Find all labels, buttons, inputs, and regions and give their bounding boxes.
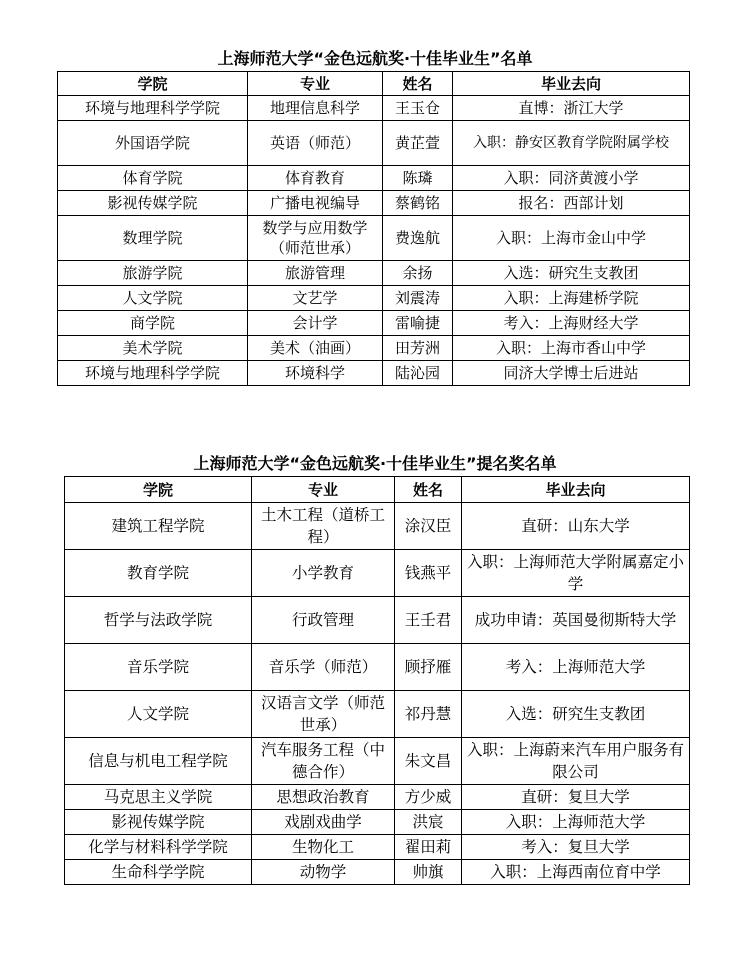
table-row [58, 96, 690, 121]
cell-name: 洪宸 [395, 810, 462, 835]
cell-name: 翟田莉 [395, 835, 462, 860]
cell-destination: 入职：上海市香山中学 [453, 336, 690, 361]
cell-major: 环境科学 [248, 361, 383, 386]
table-row [58, 311, 690, 336]
cell-destination: 入选：研究生支教团 [453, 261, 690, 286]
table-row [65, 835, 690, 860]
cell-name: 钱燕平 [395, 550, 462, 597]
cell-college: 音乐学院 [65, 644, 252, 691]
cell-name: 蔡鹤铭 [383, 191, 453, 216]
cell-destination: 入职：上海师范大学附属嘉定小学 [462, 550, 690, 597]
cell-destination: 入职：同济黄渡小学 [453, 166, 690, 191]
cell-major: 文艺学 [248, 286, 383, 311]
header-name: 姓名 [383, 72, 453, 96]
cell-name: 帅旗 [395, 860, 462, 885]
cell-name: 刘震涛 [383, 286, 453, 311]
cell-major: 思想政治教育 [252, 785, 395, 810]
cell-major: 动物学 [252, 860, 395, 885]
cell-college: 化学与材料科学学院 [65, 835, 252, 860]
cell-name: 费逸航 [383, 216, 453, 261]
cell-destination: 考入：上海财经大学 [453, 311, 690, 336]
cell-college: 影视传媒学院 [58, 191, 248, 216]
cell-college: 外国语学院 [58, 121, 248, 166]
header-college: 学院 [65, 477, 252, 503]
cell-name: 余扬 [383, 261, 453, 286]
cell-destination: 入职：上海市金山中学 [453, 216, 690, 261]
cell-college: 体育学院 [58, 166, 248, 191]
cell-name: 黄芷萱 [383, 121, 453, 166]
table-row [58, 121, 690, 166]
cell-destination: 报名：西部计划 [453, 191, 690, 216]
table-row [65, 738, 690, 785]
cell-name: 陈璘 [383, 166, 453, 191]
table-row [65, 503, 690, 550]
cell-destination: 直博：浙江大学 [453, 96, 690, 121]
cell-destination: 入选：研究生支教团 [462, 691, 690, 738]
table-row [58, 361, 690, 386]
cell-destination: 入职：上海建桥学院 [453, 286, 690, 311]
table-header-row [65, 477, 690, 503]
table1-title: 上海师范大学“金色远航奖·十佳毕业生”名单 [217, 49, 533, 68]
cell-name: 祁丹慧 [395, 691, 462, 738]
cell-major: 美术（油画） [248, 336, 383, 361]
cell-destination: 入职：上海蔚来汽车用户服务有限公司 [462, 738, 690, 785]
cell-name: 顾抒雁 [395, 644, 462, 691]
cell-name: 王壬君 [395, 597, 462, 644]
cell-college: 环境与地理科学学院 [58, 361, 248, 386]
cell-name: 朱文昌 [395, 738, 462, 785]
cell-college: 人文学院 [58, 286, 248, 311]
table-row [65, 860, 690, 885]
cell-college: 信息与机电工程学院 [65, 738, 252, 785]
cell-major: 行政管理 [252, 597, 395, 644]
header-destination: 毕业去向 [462, 477, 690, 503]
cell-college: 美术学院 [58, 336, 248, 361]
cell-name: 涂汉臣 [395, 503, 462, 550]
cell-destination: 考入：上海师范大学 [462, 644, 690, 691]
header-college: 学院 [58, 72, 248, 96]
cell-major: 英语（师范） [248, 121, 383, 166]
cell-major: 数学与应用数学（师范世承） [248, 216, 383, 261]
table-row [65, 597, 690, 644]
awardees-table [57, 71, 690, 386]
table-row [65, 644, 690, 691]
cell-major: 汽车服务工程（中德合作） [252, 738, 395, 785]
cell-major: 广播电视编导 [248, 191, 383, 216]
cell-college: 影视传媒学院 [65, 810, 252, 835]
table-row [58, 261, 690, 286]
table2-title: 上海师范大学“金色远航奖·十佳毕业生”提名奖名单 [193, 454, 557, 473]
table-row [58, 286, 690, 311]
cell-college: 生命科学学院 [65, 860, 252, 885]
cell-college: 商学院 [58, 311, 248, 336]
cell-destination: 成功申请：英国曼彻斯特大学 [462, 597, 690, 644]
cell-major: 土木工程（道桥工程） [252, 503, 395, 550]
cell-name: 雷喻捷 [383, 311, 453, 336]
table-row [58, 191, 690, 216]
table-row [65, 810, 690, 835]
cell-name: 方少威 [395, 785, 462, 810]
cell-destination: 直研：复旦大学 [462, 785, 690, 810]
cell-major: 会计学 [248, 311, 383, 336]
cell-college: 人文学院 [65, 691, 252, 738]
cell-major: 地理信息科学 [248, 96, 383, 121]
cell-college: 哲学与法政学院 [65, 597, 252, 644]
cell-name: 王玉仓 [383, 96, 453, 121]
table-row [58, 166, 690, 191]
nominees-table [64, 476, 690, 885]
cell-destination: 直研：山东大学 [462, 503, 690, 550]
cell-major: 体育教育 [248, 166, 383, 191]
header-major: 专业 [248, 72, 383, 96]
cell-college: 马克思主义学院 [65, 785, 252, 810]
table-row [65, 691, 690, 738]
cell-name: 陆沁园 [383, 361, 453, 386]
cell-major: 音乐学（师范） [252, 644, 395, 691]
cell-destination: 入职：静安区教育学院附属学校 [453, 121, 690, 166]
header-major: 专业 [252, 477, 395, 503]
cell-destination: 入职：上海师范大学 [462, 810, 690, 835]
cell-destination: 入职：上海西南位育中学 [462, 860, 690, 885]
cell-college: 教育学院 [65, 550, 252, 597]
table-row [58, 216, 690, 261]
cell-college: 建筑工程学院 [65, 503, 252, 550]
header-destination: 毕业去向 [453, 72, 690, 96]
cell-destination: 同济大学博士后进站 [453, 361, 690, 386]
cell-college: 旅游学院 [58, 261, 248, 286]
cell-major: 戏剧戏曲学 [252, 810, 395, 835]
cell-destination: 考入：复旦大学 [462, 835, 690, 860]
table-row [65, 550, 690, 597]
cell-name: 田芳洲 [383, 336, 453, 361]
cell-major: 汉语言文学（师范世承） [252, 691, 395, 738]
cell-college: 环境与地理科学学院 [58, 96, 248, 121]
header-name: 姓名 [395, 477, 462, 503]
cell-major: 生物化工 [252, 835, 395, 860]
cell-major: 旅游管理 [248, 261, 383, 286]
table-header-row [58, 72, 690, 96]
cell-major: 小学教育 [252, 550, 395, 597]
table-row [65, 785, 690, 810]
cell-college: 数理学院 [58, 216, 248, 261]
table-row [58, 336, 690, 361]
